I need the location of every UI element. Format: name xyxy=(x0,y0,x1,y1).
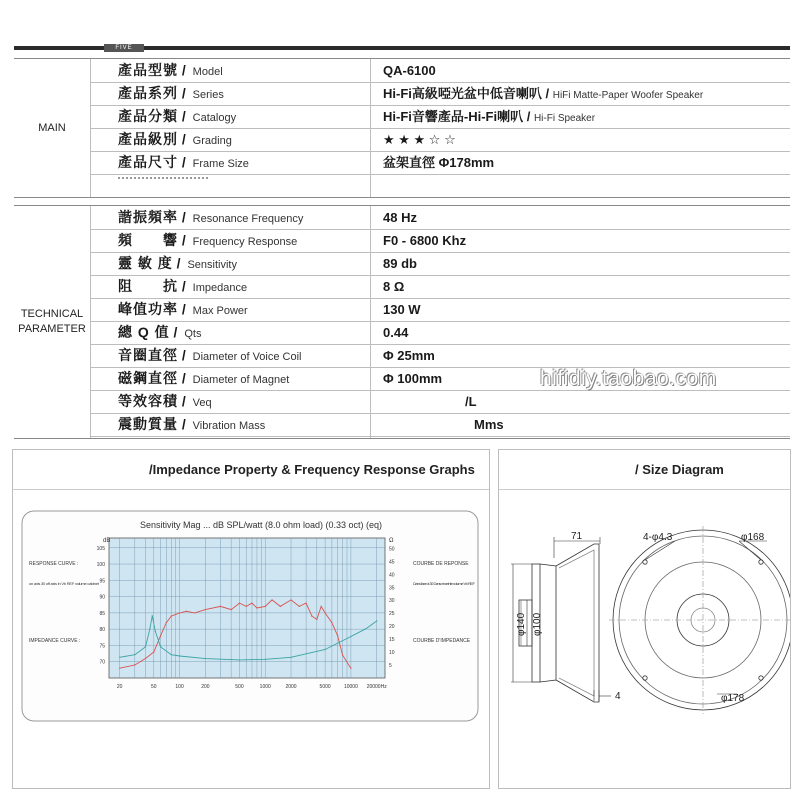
data-point-response xyxy=(331,622,332,623)
y-tick-left: 100 xyxy=(96,562,105,569)
value-text: QA-6100 xyxy=(383,63,436,78)
chart-title: Sensitivity Mag ... dB SPL/watt (8.0 ohm load) (0.33 oct) (eq) xyxy=(139,520,383,530)
tech-row-label: 靈 敏 度 / Sensitivity xyxy=(118,255,237,271)
data-point-impedance xyxy=(145,646,146,647)
tech-row-value xyxy=(383,298,421,321)
dim-overall-height: φ140 xyxy=(516,612,527,636)
tech-row-value xyxy=(383,275,404,298)
data-point-response xyxy=(171,616,172,617)
y-tick-right: 15 xyxy=(389,637,395,644)
label-zh: 阻 抗 xyxy=(118,278,178,294)
tech-row-label: 等效容積 / Veq xyxy=(118,393,212,409)
data-point-response xyxy=(265,606,266,607)
dim-magnet: φ100 xyxy=(532,612,543,636)
label-en: Qts xyxy=(184,328,202,340)
x-tick: 20000Hz xyxy=(366,684,387,690)
y-tick-left: 75 xyxy=(99,643,105,650)
label-zh: 產品級別 xyxy=(118,131,178,147)
brand-badge: FIVE xyxy=(104,44,144,52)
tech-row xyxy=(90,252,790,276)
data-point-response xyxy=(166,622,167,623)
tech-row xyxy=(90,275,790,299)
value-text: F0 - 6800 Khz xyxy=(383,233,467,248)
data-point-response xyxy=(134,664,135,665)
y-tick-right: 35 xyxy=(389,585,395,592)
value-en: Hi-Fi Speaker xyxy=(533,113,596,124)
main-row-label: 產品系列 / Series xyxy=(118,85,224,101)
tech-row-label: 總 Q 值 / Qts xyxy=(118,324,202,340)
tech-label-line2: PARAMETER xyxy=(18,323,86,335)
y-tick-right: 20 xyxy=(389,624,395,631)
value-text: 48 Hz xyxy=(383,210,417,225)
size-panel-title: / Size Diagram xyxy=(499,450,790,490)
main-row xyxy=(90,105,790,129)
data-point-response xyxy=(119,668,120,669)
label-en: Model xyxy=(192,66,223,78)
value-text: 8 Ω xyxy=(383,279,405,294)
dim-depth: 71 xyxy=(571,531,583,542)
tech-row xyxy=(90,344,790,368)
tech-spec-table xyxy=(14,205,790,439)
label-en: Series xyxy=(192,89,224,101)
tech-label-line1: TECHNICAL xyxy=(20,308,84,320)
dim-frame: φ178 xyxy=(721,693,745,704)
data-point-impedance xyxy=(119,657,120,658)
value-text: 89 db xyxy=(383,256,417,271)
label-en: Catalogy xyxy=(192,112,237,124)
tech-row-label: 阻 抗 / Impedance xyxy=(118,278,248,294)
value-text: ★ ★ ★ ☆ ☆ xyxy=(383,132,456,147)
label-zh: 靈 敏 度 xyxy=(118,255,173,271)
data-point-response xyxy=(179,612,180,613)
x-tick: 2000 xyxy=(285,684,297,690)
data-point-response xyxy=(280,606,281,607)
main-row-value xyxy=(383,151,494,174)
y-tick-right: 30 xyxy=(389,598,395,605)
value-text: /L xyxy=(465,394,477,409)
x-tick: 20 xyxy=(116,684,123,690)
tech-row xyxy=(90,229,790,253)
data-point-response xyxy=(153,651,154,652)
imp-left-label: IMPEDANCE CURVE : xyxy=(29,638,81,644)
data-point-response xyxy=(194,612,195,613)
y-tick-right: 5 xyxy=(389,663,392,670)
data-point-impedance xyxy=(265,659,266,660)
main-row xyxy=(90,59,790,83)
data-point-response xyxy=(160,635,161,636)
tech-row-label: 震動質量 / Vibration Mass xyxy=(118,416,266,432)
data-point-impedance xyxy=(155,631,156,632)
tech-row-value xyxy=(383,252,417,275)
dim-holes: 4-φ4.3 xyxy=(643,532,673,543)
main-row xyxy=(90,82,790,106)
data-point-impedance xyxy=(350,636,351,637)
resp-right-label: COURBE DE REPONSE xyxy=(413,561,469,567)
label-zh: 震動質量 xyxy=(118,416,178,432)
label-zh: 產品尺寸 xyxy=(118,154,178,170)
main-row-value: Hi-Fi音響產品-Hi-Fi喇叭 / Hi-Fi Speaker xyxy=(383,109,596,124)
label-en: Resonance Frequency xyxy=(192,213,304,225)
main-row xyxy=(90,128,790,152)
value-text: 盆架直徑 Φ178mm xyxy=(383,155,495,170)
tech-section-label xyxy=(14,206,90,438)
data-point-response xyxy=(299,606,300,607)
data-point-response xyxy=(220,606,221,607)
main-row-value xyxy=(383,59,436,82)
graph-panel xyxy=(12,449,490,789)
data-point-response xyxy=(311,616,312,617)
data-point-impedance xyxy=(290,657,291,658)
tech-row-value xyxy=(474,413,504,436)
y-tick-left: 80 xyxy=(99,627,105,634)
data-point-response xyxy=(205,609,206,610)
value-text: Φ 100mm xyxy=(383,371,443,386)
main-row-label: 產品型號 / Model xyxy=(118,62,223,78)
data-point-impedance xyxy=(152,615,153,616)
y-tick-right: 10 xyxy=(389,650,395,657)
tech-row-label: 頻 響 / Frequency Response xyxy=(118,232,298,248)
label-en: Grading xyxy=(192,135,232,147)
note-right-label: Dans l'axe à 30 Dans enceinte volume Vb REF xyxy=(413,581,475,586)
y-tick-left: 95 xyxy=(99,578,105,585)
tech-row-label: 磁鋼直徑 / Diameter of Magnet xyxy=(118,370,290,386)
main-spec-table xyxy=(14,58,790,198)
dim-flange: 4 xyxy=(615,691,621,702)
tech-row xyxy=(90,206,790,230)
data-point-response xyxy=(271,599,272,600)
data-point-response xyxy=(350,668,351,669)
resp-left-label: RESPONSE CURVE : xyxy=(29,561,79,567)
x-tick: 50 xyxy=(151,684,157,690)
label-zh: 磁鋼直徑 xyxy=(118,370,178,386)
data-point-impedance xyxy=(365,628,366,629)
data-point-response xyxy=(246,606,247,607)
label-zh: 總 Q 值 xyxy=(118,324,170,340)
watermark-text: hifidiy.taobao.com xyxy=(540,367,717,390)
label-en: Max Power xyxy=(192,305,248,317)
label-en: Diameter of Voice Coil xyxy=(192,351,302,363)
x-tick: 500 xyxy=(235,684,244,690)
data-point-impedance xyxy=(205,658,206,659)
y-tick-right: 45 xyxy=(389,559,395,566)
tech-row-value xyxy=(383,321,408,344)
data-point-impedance xyxy=(149,628,150,629)
side-view xyxy=(519,544,599,702)
data-point-response xyxy=(256,607,257,608)
data-point-response xyxy=(186,611,187,612)
tech-row-value xyxy=(383,206,417,229)
main-row-label: 產品級別 / Grading xyxy=(118,131,232,147)
x-tick: 10000 xyxy=(343,684,358,690)
front-view xyxy=(609,526,790,714)
tech-row-value xyxy=(465,390,477,413)
size-diagram xyxy=(499,496,790,786)
value-en: HiFi Matte-Paper Woofer Speaker xyxy=(552,90,704,101)
data-point-response xyxy=(306,603,307,604)
data-point-response xyxy=(290,599,291,600)
size-panel xyxy=(498,449,791,789)
main-row-value: Hi-Fi高級啞光盆中低音喇叭 / HiFi Matte-Paper Woofer Speaker xyxy=(383,86,704,101)
tech-row xyxy=(90,413,790,437)
y-tick-left: 90 xyxy=(99,594,105,601)
tech-row-label: 峰值功率 / Max Power xyxy=(118,301,248,317)
data-point-response xyxy=(316,619,317,620)
value-text: 130 W xyxy=(383,302,421,317)
label-en: Veq xyxy=(192,397,212,409)
x-tick: 1000 xyxy=(259,684,271,690)
main-row-label: 產品尺寸 / Frame Size xyxy=(118,154,249,170)
y-tick-right: 40 xyxy=(389,572,395,579)
data-point-impedance xyxy=(171,654,172,655)
data-point-impedance xyxy=(325,649,326,650)
label-zh: 諧振頻率 xyxy=(118,209,178,225)
data-point-response xyxy=(321,606,322,607)
data-point-impedance xyxy=(239,659,240,660)
label-zh: 產品系列 xyxy=(118,85,178,101)
data-point-impedance xyxy=(160,646,161,647)
x-tick: 100 xyxy=(175,684,184,690)
data-point-response xyxy=(325,612,326,613)
label-en: Vibration Mass xyxy=(192,420,266,432)
label-en: Sensitivity xyxy=(187,259,237,271)
tech-row xyxy=(90,390,790,414)
label-en: Impedance xyxy=(192,282,248,294)
data-point-response xyxy=(231,609,232,610)
data-point-response xyxy=(145,658,146,659)
graph-panel-title: /Impedance Property & Frequency Response Graphs xyxy=(13,450,489,490)
main-row-value xyxy=(383,128,456,151)
x-tick: 200 xyxy=(201,684,210,690)
data-point-response xyxy=(337,635,338,636)
value-text: Hi-Fi高級啞光盆中低音喇叭 xyxy=(383,86,542,101)
y-tick-right: 50 xyxy=(389,546,395,553)
label-en: Diameter of Magnet xyxy=(192,374,290,386)
data-point-response xyxy=(251,603,252,604)
tech-row-value xyxy=(383,367,442,390)
y-tick-left: 85 xyxy=(99,610,105,617)
label-zh: 音圈直徑 xyxy=(118,347,178,363)
tech-row xyxy=(90,298,790,322)
value-text: Mms xyxy=(474,417,504,432)
label-zh: 峰值功率 xyxy=(118,301,178,317)
label-en: Frame Size xyxy=(192,158,249,170)
y-tick-left: 70 xyxy=(99,659,105,666)
tech-row xyxy=(90,321,790,345)
label-zh: 產品分類 xyxy=(118,108,178,124)
value-text: Hi-Fi音響產品-Hi-Fi喇叭 xyxy=(383,109,524,124)
data-point-response xyxy=(342,655,343,656)
value-text: Φ 25mm xyxy=(383,348,435,363)
imp-right-label: COURBE D'IMPEDANCE xyxy=(413,638,471,644)
main-row xyxy=(90,151,790,175)
tech-row-label: 諧振頻率 / Resonance Frequency xyxy=(118,209,304,225)
data-point-response xyxy=(239,603,240,604)
label-zh: 等效容積 xyxy=(118,393,178,409)
data-point-impedance xyxy=(376,620,377,621)
tech-row-value xyxy=(383,229,466,252)
data-point-impedance xyxy=(134,654,135,655)
label-zh: 產品型號 xyxy=(118,62,178,78)
dim-bolt-circle: φ168 xyxy=(741,532,765,543)
value-text: 0.44 xyxy=(383,325,409,340)
x-tick: 5000 xyxy=(319,684,331,690)
note-left-label: on axis 30 off axis In Vb REF volume cabinet xyxy=(29,581,99,586)
main-section-label: MAIN xyxy=(38,121,66,134)
data-point-impedance xyxy=(179,655,180,656)
frequency-response-chart xyxy=(21,510,481,724)
tech-row-value xyxy=(383,344,435,367)
label-en: Frequency Response xyxy=(192,236,298,248)
ylabel-right: Ω xyxy=(389,538,394,544)
label-zh: 頻 響 xyxy=(118,232,178,248)
main-row-label: 產品分類 / Catalogy xyxy=(118,108,237,124)
y-tick-right: 25 xyxy=(389,611,395,618)
y-tick-left: 105 xyxy=(96,545,105,552)
ylabel-left: dB xyxy=(103,538,111,544)
tech-row-label: 音圈直徑 / Diameter of Voice Coil xyxy=(118,347,302,363)
